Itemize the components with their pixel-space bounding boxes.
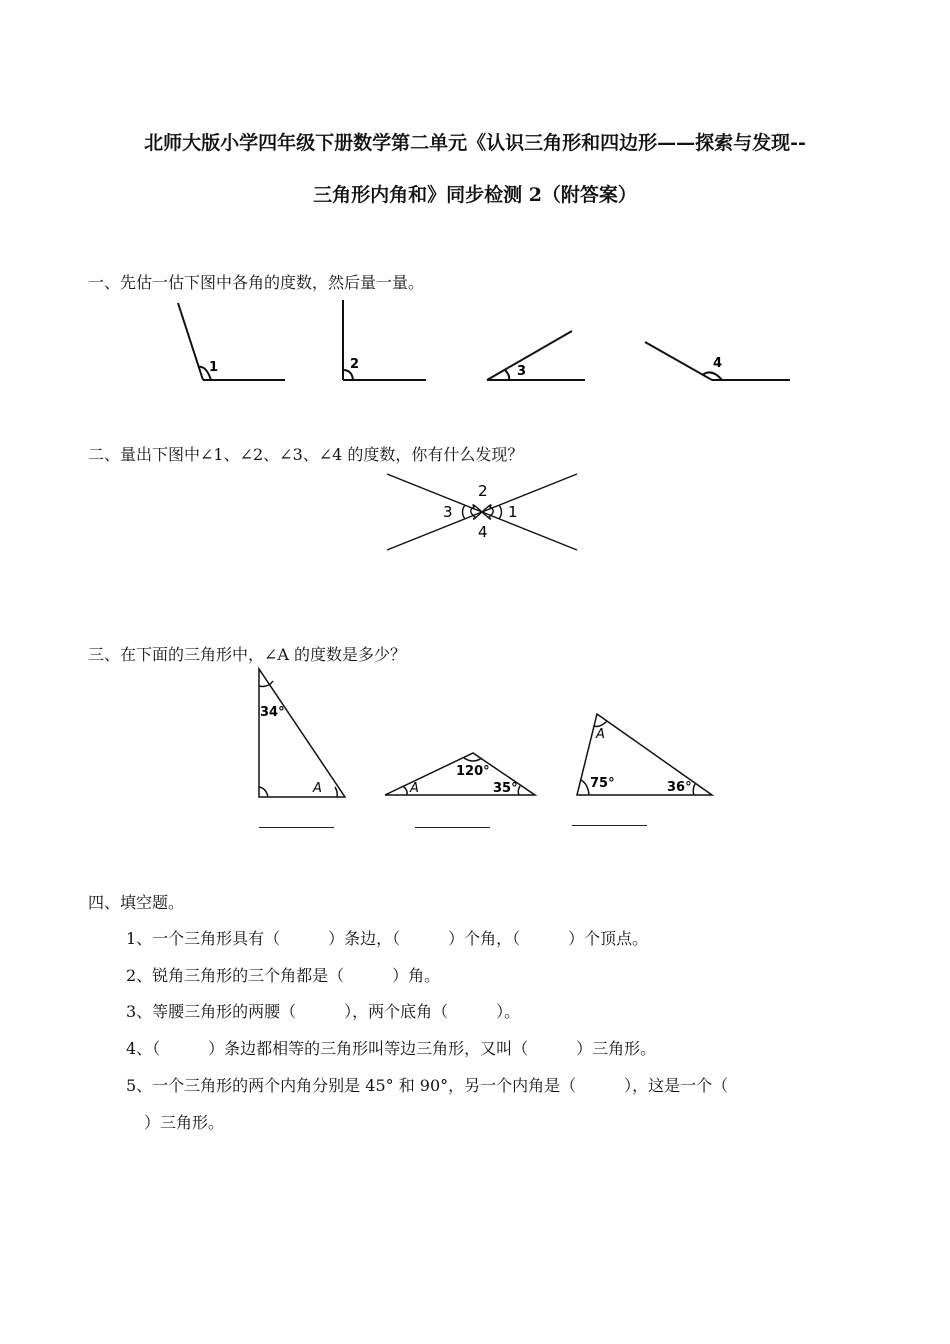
fill-item-3[interactable]: 3、等腰三角形的两腰（ ），两个底角（ ）。 [126, 1002, 521, 1021]
angle-1-label: 1 [209, 360, 219, 375]
label-2: 2 [478, 482, 488, 500]
label-1: 1 [508, 503, 518, 521]
fill-item-5[interactable]: 5、一个三角形的两个内角分别是 45° 和 90°，另一个内角是（ ），这是一个（ [126, 1076, 729, 1095]
fill-item-2[interactable]: 2、锐角三角形的三个角都是（ ）角。 [126, 966, 441, 985]
label-3: 3 [443, 503, 453, 521]
angle-3 [487, 331, 585, 380]
answer-line-1[interactable] [259, 827, 334, 828]
label-4: 4 [478, 523, 488, 541]
page-title-line-2: 三角形内角和》同步检测 2（附答案） [313, 184, 637, 206]
section-1-prompt: 一、先估一估下图中各角的度数，然后量一量。 [88, 273, 425, 292]
answer-line-3[interactable] [572, 825, 647, 826]
tri3-left-angle: 75° [590, 776, 615, 791]
tri1-given-angle: 34° [260, 705, 285, 720]
intersecting-lines-figure [0, 465, 950, 560]
page-title-line-1: 北师大版小学四年级下册数学第二单元《认识三角形和四边形——探索与发现-- [144, 132, 806, 154]
tri2-unknown-angle: A [410, 781, 419, 796]
angle-1 [178, 303, 285, 380]
fill-item-4[interactable]: 4、（ ）条边都相等的三角形叫等边三角形，又叫（ ）三角形。 [126, 1039, 657, 1058]
tri3-unknown-angle: A [596, 727, 605, 742]
angle-2-label: 2 [350, 357, 360, 372]
tri2-top-angle: 120° [456, 764, 490, 779]
section-2-prompt: 二、量出下图中∠1、∠2、∠3、∠4 的度数，你有什么发现？ [88, 445, 524, 464]
tri2-right-angle: 35° [493, 781, 518, 796]
answer-line-2[interactable] [415, 827, 490, 828]
angle-4-label: 4 [713, 356, 723, 371]
section-3-prompt: 三、在下面的三角形中，∠A 的度数是多少？ [88, 645, 407, 664]
triangle-1 [259, 669, 345, 797]
tri1-unknown-angle: A [313, 781, 322, 796]
angle-3-label: 3 [517, 364, 527, 379]
section-4-prompt: 四、填空题。 [88, 893, 185, 912]
triangles-figure [0, 660, 950, 805]
tri3-right-angle: 36° [667, 780, 692, 795]
fill-item-1[interactable]: 1、一个三角形具有（ ）条边，（ ）个角，（ ）个顶点。 [126, 929, 649, 948]
fill-item-5-continued[interactable]: ）三角形。 [144, 1113, 225, 1132]
angle-figures [0, 295, 950, 395]
